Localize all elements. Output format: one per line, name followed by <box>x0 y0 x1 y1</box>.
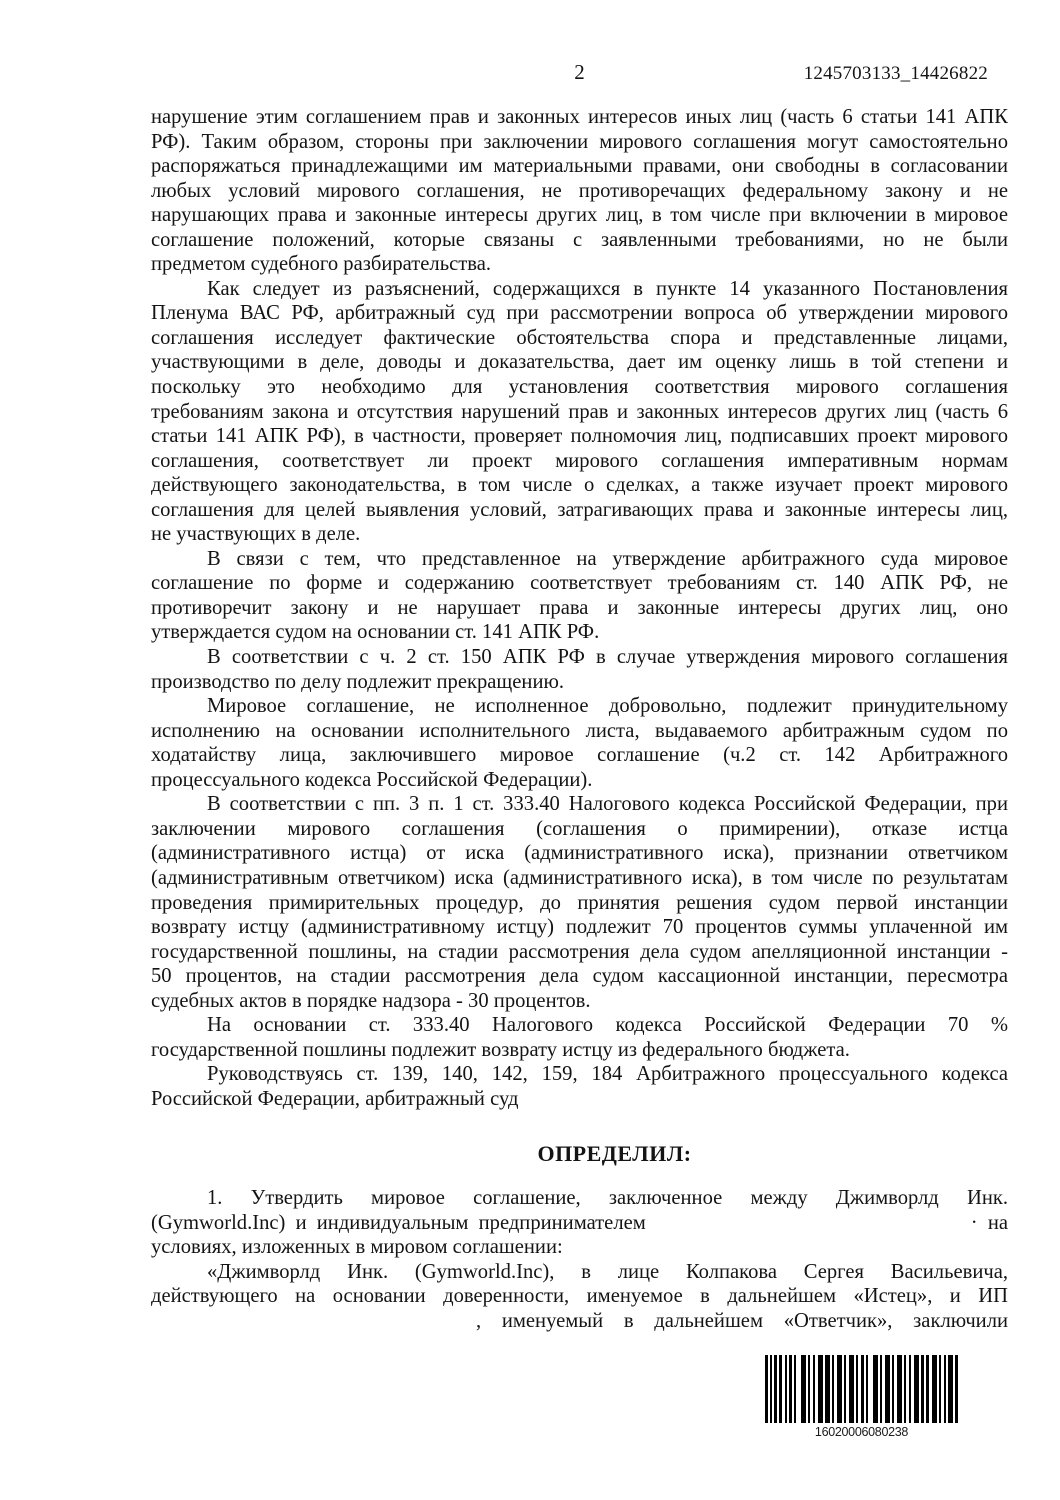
text-line: государственной пошлины подлежит возврату истцу из федерального бюджета. <box>151 1038 850 1061</box>
text-line: любых условий мирового соглашения, не противоречащих федеральному закону и не <box>151 179 1008 202</box>
text-line: соглашения для целей выявления условий, затрагивающих права и законные интересы лиц, <box>151 498 1008 521</box>
text-line <box>151 1211 1008 1236</box>
document-id: 1245703133_14426822 <box>803 63 988 84</box>
text-line: В соответствии с ч. 2 ст. 150 АПК РФ в случае утверждения мирового соглашения <box>207 646 1008 669</box>
text-line: действующего на основании доверенности, именуемое в дальнейшем «Истец», и ИП <box>151 1285 1008 1308</box>
text-line: нарушение этим соглашением прав и законных интересов иных лиц (часть 6 статьи 141 АПК <box>151 106 1008 128</box>
paragraph <box>151 277 1008 547</box>
text-line: судебных актов в порядке надзора - 30 процентов. <box>151 989 591 1012</box>
text-line: ходатайству лица, заключившего мировое соглашение (ч.2 ст. 142 Арбитражного <box>151 744 1008 767</box>
paragraph <box>151 1186 1008 1260</box>
text-line: статьи 141 АПК РФ), в частности, проверяет полномочия лиц, подписавших проект мирового <box>151 425 1008 448</box>
redaction-gap <box>646 1228 971 1229</box>
text-line: процессуального кодекса Российской Федерации). <box>151 768 593 791</box>
ruling-heading: ОПРЕДЕЛИЛ: <box>537 1141 692 1167</box>
paragraph <box>151 547 1008 645</box>
text-line: соглашение положений, которые связаны с заявленными требованиями, но не были <box>151 228 1008 251</box>
page-number: 2 <box>574 60 585 84</box>
text-fragment: · на <box>970 1211 1008 1234</box>
paragraph <box>151 1062 1008 1111</box>
barcode-number: 16020006080238 <box>814 1425 909 1439</box>
text-line: 1. Утвердить мировое соглашение, заключенное между Джимворлд Инк. <box>207 1186 1008 1209</box>
text-line: распоряжаться принадлежащими им материальными правами, они свободны в согласовании <box>151 155 1008 178</box>
paragraph <box>151 792 1008 1013</box>
text-line: исполнению на основании исполнительного листа, выдаваемого арбитражным судом по <box>151 719 1008 742</box>
text-line: (административного истца) от иска (административного иска), признании ответчиком <box>151 842 1008 865</box>
text-line: 50 процентов, на стадии рассмотрения дела судом кассационной инстанции, пересмотра <box>151 965 1008 988</box>
redaction-gap <box>151 1326 476 1327</box>
paragraph <box>151 1260 1008 1334</box>
paragraph <box>151 694 1008 792</box>
text-line: предметом судебного разбирательства. <box>151 253 491 276</box>
text-line: Как следует из разъяснений, содержащихся в пункте 14 указанного Постановления <box>207 277 1008 300</box>
text-line <box>151 1309 1008 1334</box>
text-column <box>151 105 1008 1333</box>
text-line: В связи с тем, что представленное на утверждение арбитражного суда мировое <box>207 547 1008 570</box>
text-line: участвующими в деле, доводы и доказательства, дает им оценку лишь в той степени и <box>151 351 1008 374</box>
barcode-bars-icon <box>765 1355 958 1423</box>
text-line: нарушающих права и законные интересы других лиц, в том числе при включении в мировое <box>151 204 1008 227</box>
text-line: утверждается судом на основании ст. 141 АПК РФ. <box>151 621 600 644</box>
text-line: соглашение по форме и содержанию соответствует требованиям ст. 140 АПК РФ, не <box>151 572 1008 595</box>
text-line: заключении мирового соглашения (соглашения о примирении), отказе истца <box>151 817 1008 840</box>
paragraph <box>151 1013 1008 1062</box>
text-line: противоречит закону и не нарушает права и законные интересы других лиц, оно <box>151 596 1008 619</box>
text-line: производство по делу подлежит прекращению. <box>151 670 565 693</box>
text-line: Руководствуясь ст. 139, 140, 142, 159, 184 Арбитражного процессуального кодекса <box>207 1063 1008 1086</box>
paragraph <box>151 105 1008 277</box>
text-line: Мировое соглашение, не исполненное добровольно, подлежит принудительному <box>207 695 1008 718</box>
text-line: проведения примирительных процедур, до принятия решения судом первой инстанции <box>151 891 1008 914</box>
text-line: государственной пошлины, на стадии рассмотрения дела судом апелляционной инстанции - <box>151 940 1008 963</box>
barcode <box>765 1355 958 1439</box>
text-line: (административным ответчиком) иска (административного иска), в том числе по результатам <box>151 866 1008 889</box>
text-line: РФ). Таким образом, стороны при заключении мирового соглашения могут самостоятельно <box>151 130 1008 153</box>
text-line: В соответствии с пп. 3 п. 1 ст. 333.40 Налогового кодекса Российской Федерации, при <box>207 793 1008 816</box>
text-fragment: , именуемый в дальнейшем «Ответчик», заключили <box>476 1309 1008 1332</box>
text-line: требованиям закона и отсутствия нарушений прав и законных интересов других лиц (часть 6 <box>151 400 1008 423</box>
text-line: Пленума ВАС РФ, арбитражный суд при рассмотрении вопроса об утверждении мирового <box>151 302 1008 325</box>
text-line: условиях, изложенных в мировом соглашении: <box>151 1236 563 1259</box>
text-line: не участвующих в деле. <box>151 523 361 546</box>
text-line: действующего законодательства, в том числе о сделках, а также изучает проект мирового <box>151 474 1008 497</box>
text-line: На основании ст. 333.40 Налогового кодекса Российской Федерации 70 % <box>207 1014 1008 1037</box>
text-line: поскольку это необходимо для установления соответствия мирового соглашения <box>151 376 1008 399</box>
text-line: «Джимворлд Инк. (Gymworld.Inc), в лице Колпакова Сергея Васильевича, <box>207 1260 1008 1283</box>
text-line: соглашения, соответствует ли проект мирового соглашения императивным нормам <box>151 449 1008 472</box>
text-line: Российской Федерации, арбитражный суд <box>151 1087 519 1110</box>
text-line: соглашения исследует фактические обстоятельства спора и представленные лицами, <box>151 326 1008 349</box>
text-fragment: (Gymworld.Inc) и индивидуальным предпринимателем <box>151 1211 646 1234</box>
text-line: возврату истцу (административному истцу) подлежит 70 процентов суммы уплаченной им <box>151 916 1008 939</box>
paragraph <box>151 645 1008 694</box>
